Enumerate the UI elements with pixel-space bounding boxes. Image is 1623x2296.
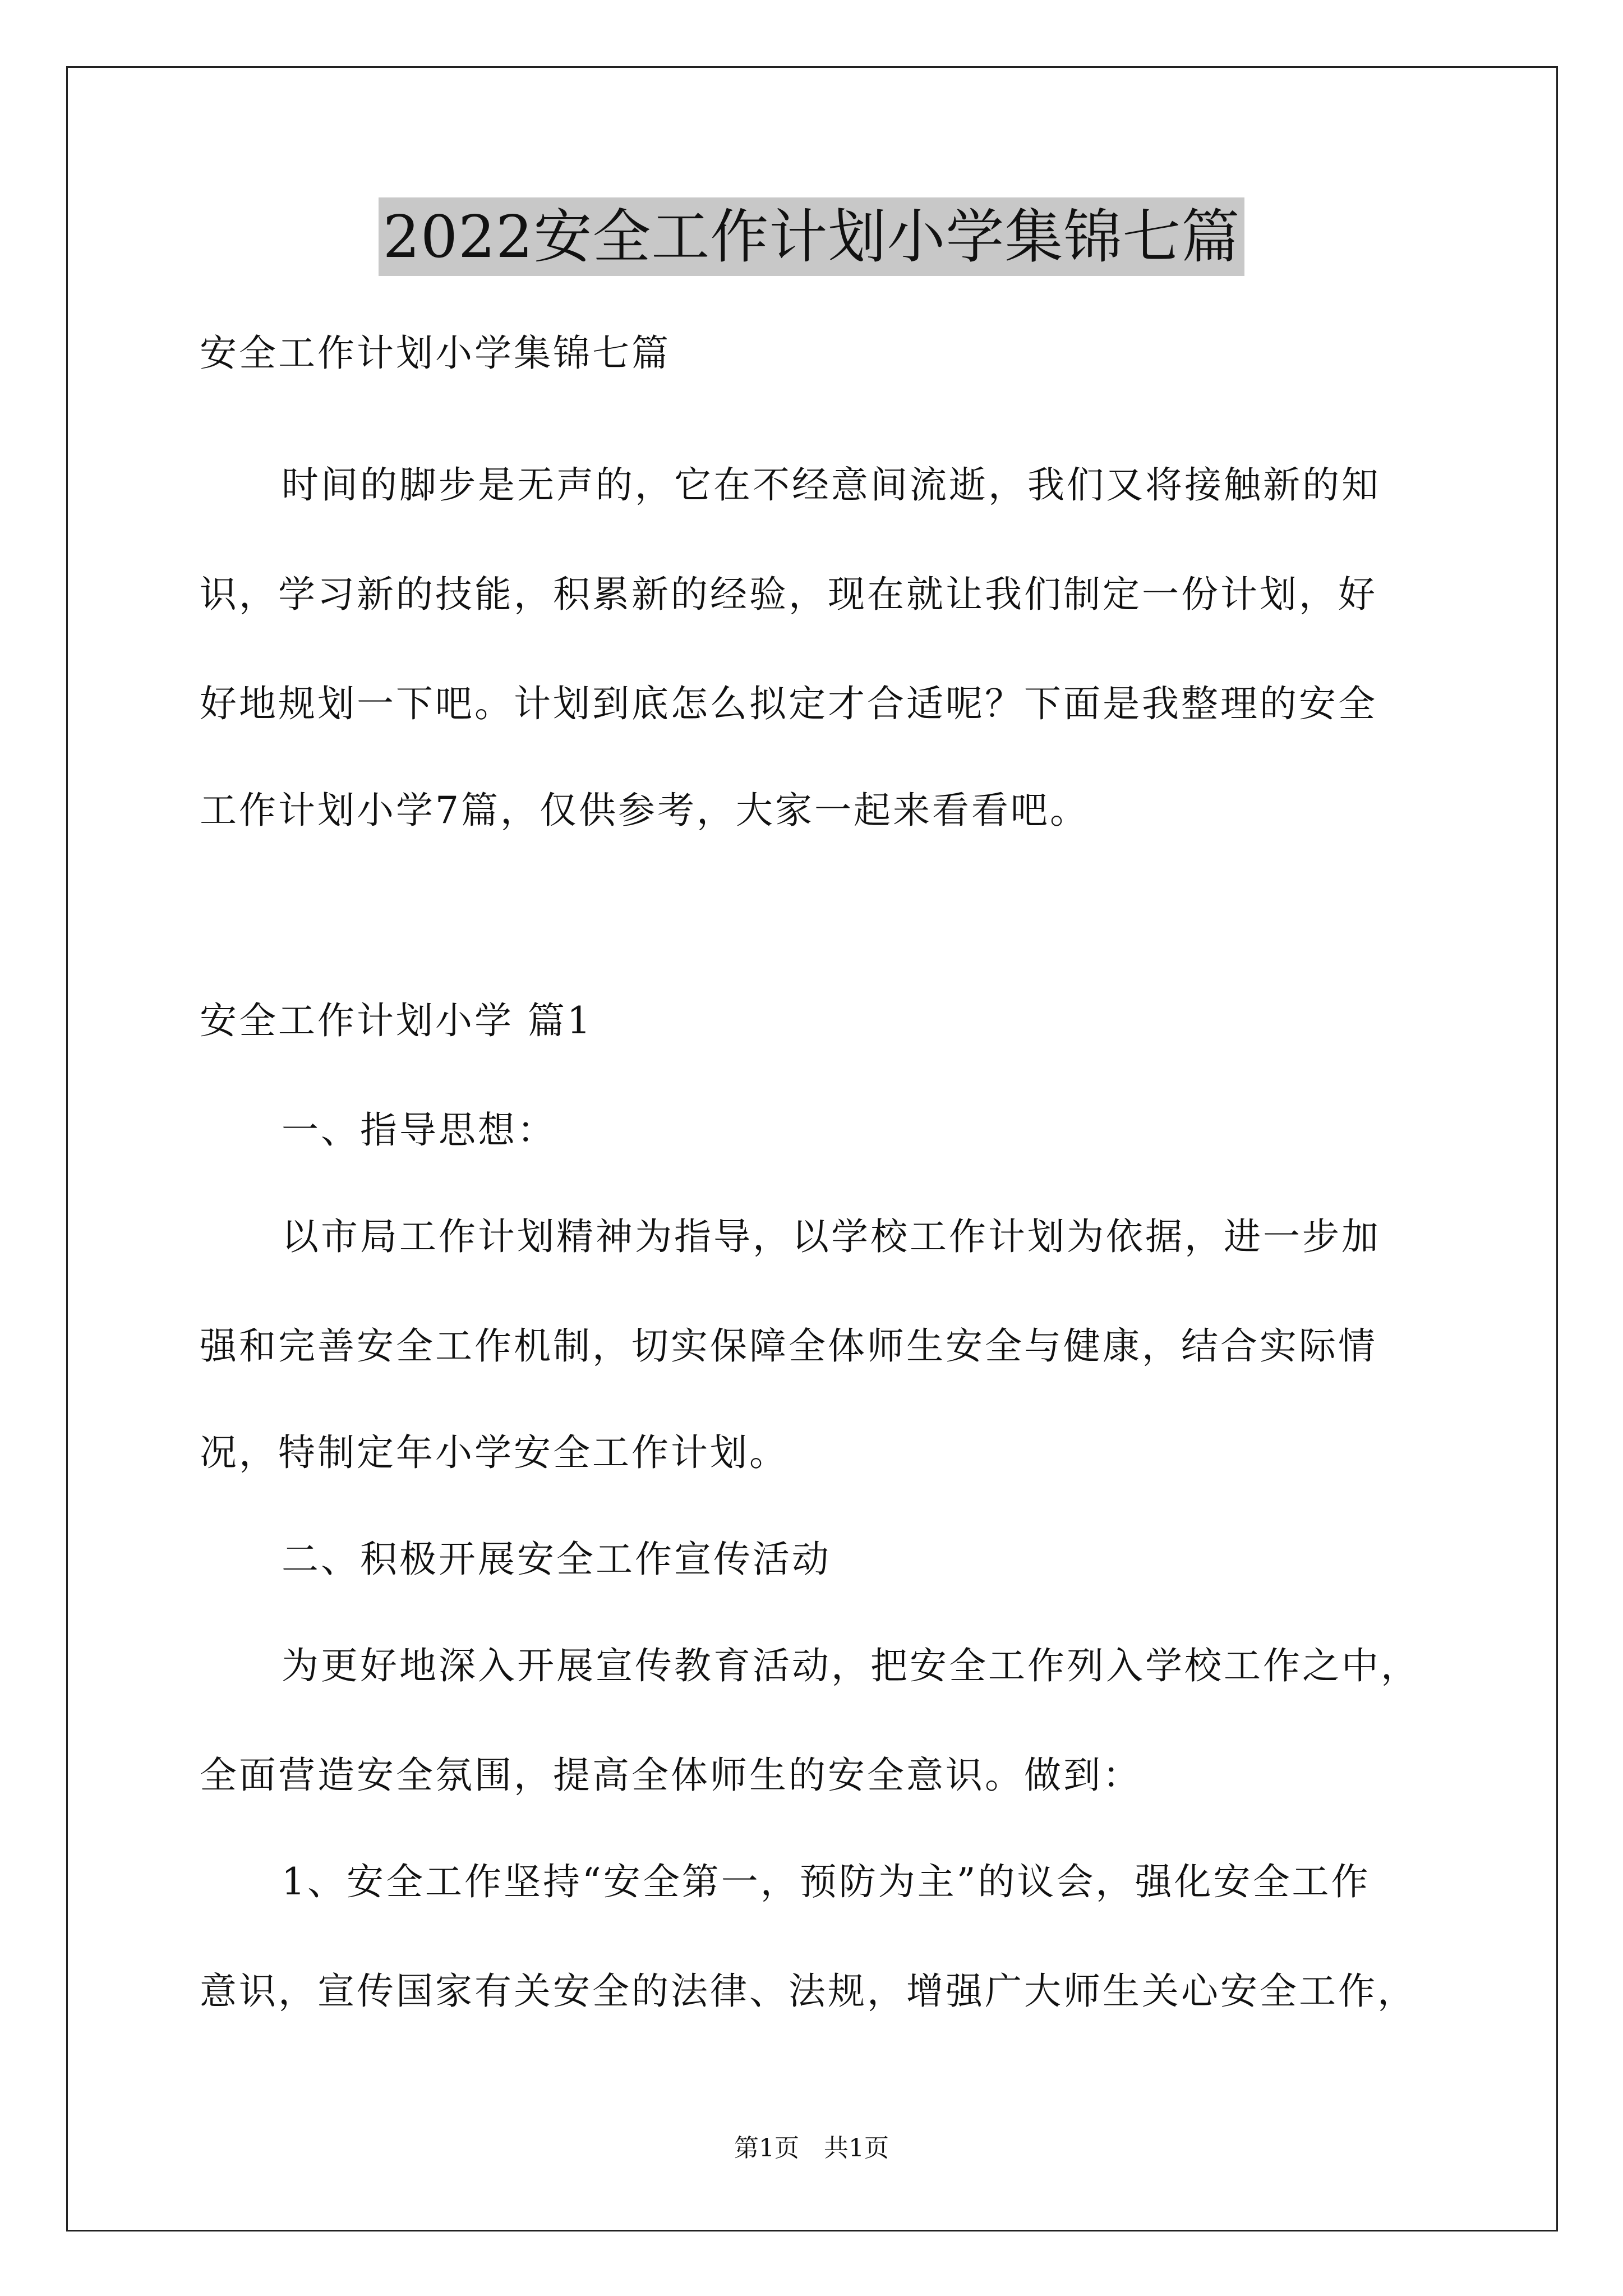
paragraph-line: 意识，宣传国家有关安全的法律、法规，增强广大师生关心安全工作， (200, 1970, 1417, 2013)
paragraph-line: 况，特制定年小学安全工作计划。 (200, 1431, 789, 1474)
paragraph-line: 时间的脚步是无声的，它在不经意间流逝，我们又将接触新的知 (282, 463, 1381, 507)
paragraph-line: 以市局工作计划精神为指导，以学校工作计划为依据，进一步加 (282, 1215, 1381, 1258)
paragraph-line: 工作计划小学7篇，仅供参考，大家一起来看看吧。 (200, 789, 1089, 832)
page-footer: 第1页 共1页 (734, 2134, 889, 2162)
list-item-line: 1、安全工作坚持“安全第一，预防为主”的议会，强化安全工作 (282, 1860, 1371, 1903)
paragraph-line: 识，学习新的技能，积累新的经验，现在就让我们制定一份计划，好 (200, 573, 1377, 616)
paragraph-line: 全面营造安全氛围，提高全体师生的安全意识。做到： (200, 1754, 1142, 1797)
paragraph-line: 强和完善安全工作机制，切实保障全体师生安全与健康，结合实际情 (200, 1324, 1377, 1368)
subheading-line: 一、指导思想： (282, 1108, 556, 1152)
paragraph-line: 好地规划一下吧。计划到底怎么拟定才合适呢？下面是我整理的安全 (200, 682, 1377, 725)
section-heading: 安全工作计划小学 篇1 (200, 999, 593, 1042)
title-container (0, 197, 1623, 276)
subheading-line: 二、积极开展安全工作宣传活动 (282, 1538, 831, 1581)
document-title: 2022安全工作计划小学集锦七篇 (379, 197, 1245, 276)
subtitle-line: 安全工作计划小学集锦七篇 (200, 332, 671, 375)
paragraph-line: 为更好地深入开展宣传教育活动，把安全工作列入学校工作之中， (282, 1644, 1420, 1687)
